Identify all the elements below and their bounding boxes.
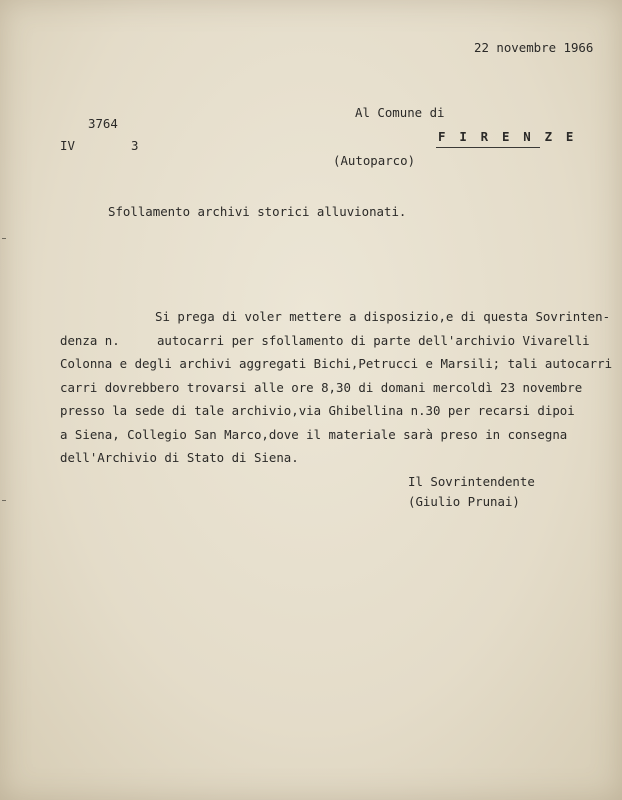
recipient-line: Al Comune di <box>355 105 445 120</box>
signature-title: Il Sovrintendente <box>408 474 535 489</box>
letter-date: 22 novembre 1966 <box>474 40 594 55</box>
reference-left: IV <box>60 138 75 153</box>
body-line: carri dovrebbero trovarsi alle ore 8,30 di domani mercoldì 23 novembre <box>60 379 583 395</box>
body-line: presso la sede di tale archivio,via Ghibellina n.30 per recarsi dipoi <box>60 403 575 418</box>
paper-edge-mark <box>2 238 6 239</box>
letter-subject: Sfollamento archivi storici alluvionati. <box>108 204 407 219</box>
letter-body <box>60 305 613 470</box>
body-line: Colonna e degli archivi aggregati Bichi,Petrucci e Marsili; tali autocarri <box>60 356 613 371</box>
signature-name: (Giulio Prunai) <box>408 494 520 509</box>
reference-right: 3 <box>131 138 139 153</box>
paper-edge-mark <box>2 500 6 501</box>
body-line: dell'Archivio di Stato di Siena. <box>60 450 299 465</box>
body-line: a Siena, Collegio San Marco,dove il materiale sarà preso in consegna <box>60 426 568 442</box>
recipient-department: (Autoparco) <box>333 153 416 168</box>
body-line: denza n. autocarri per sfollamento di parte dell'archivio Vivarelli <box>60 332 590 348</box>
recipient-city: F I R E N Z E <box>438 129 577 144</box>
protocol-number: 3764 <box>88 116 118 131</box>
city-underline <box>436 147 540 148</box>
body-line: Si prega di voler mettere a disposizio,e di questa Sovrinten- <box>155 309 611 324</box>
